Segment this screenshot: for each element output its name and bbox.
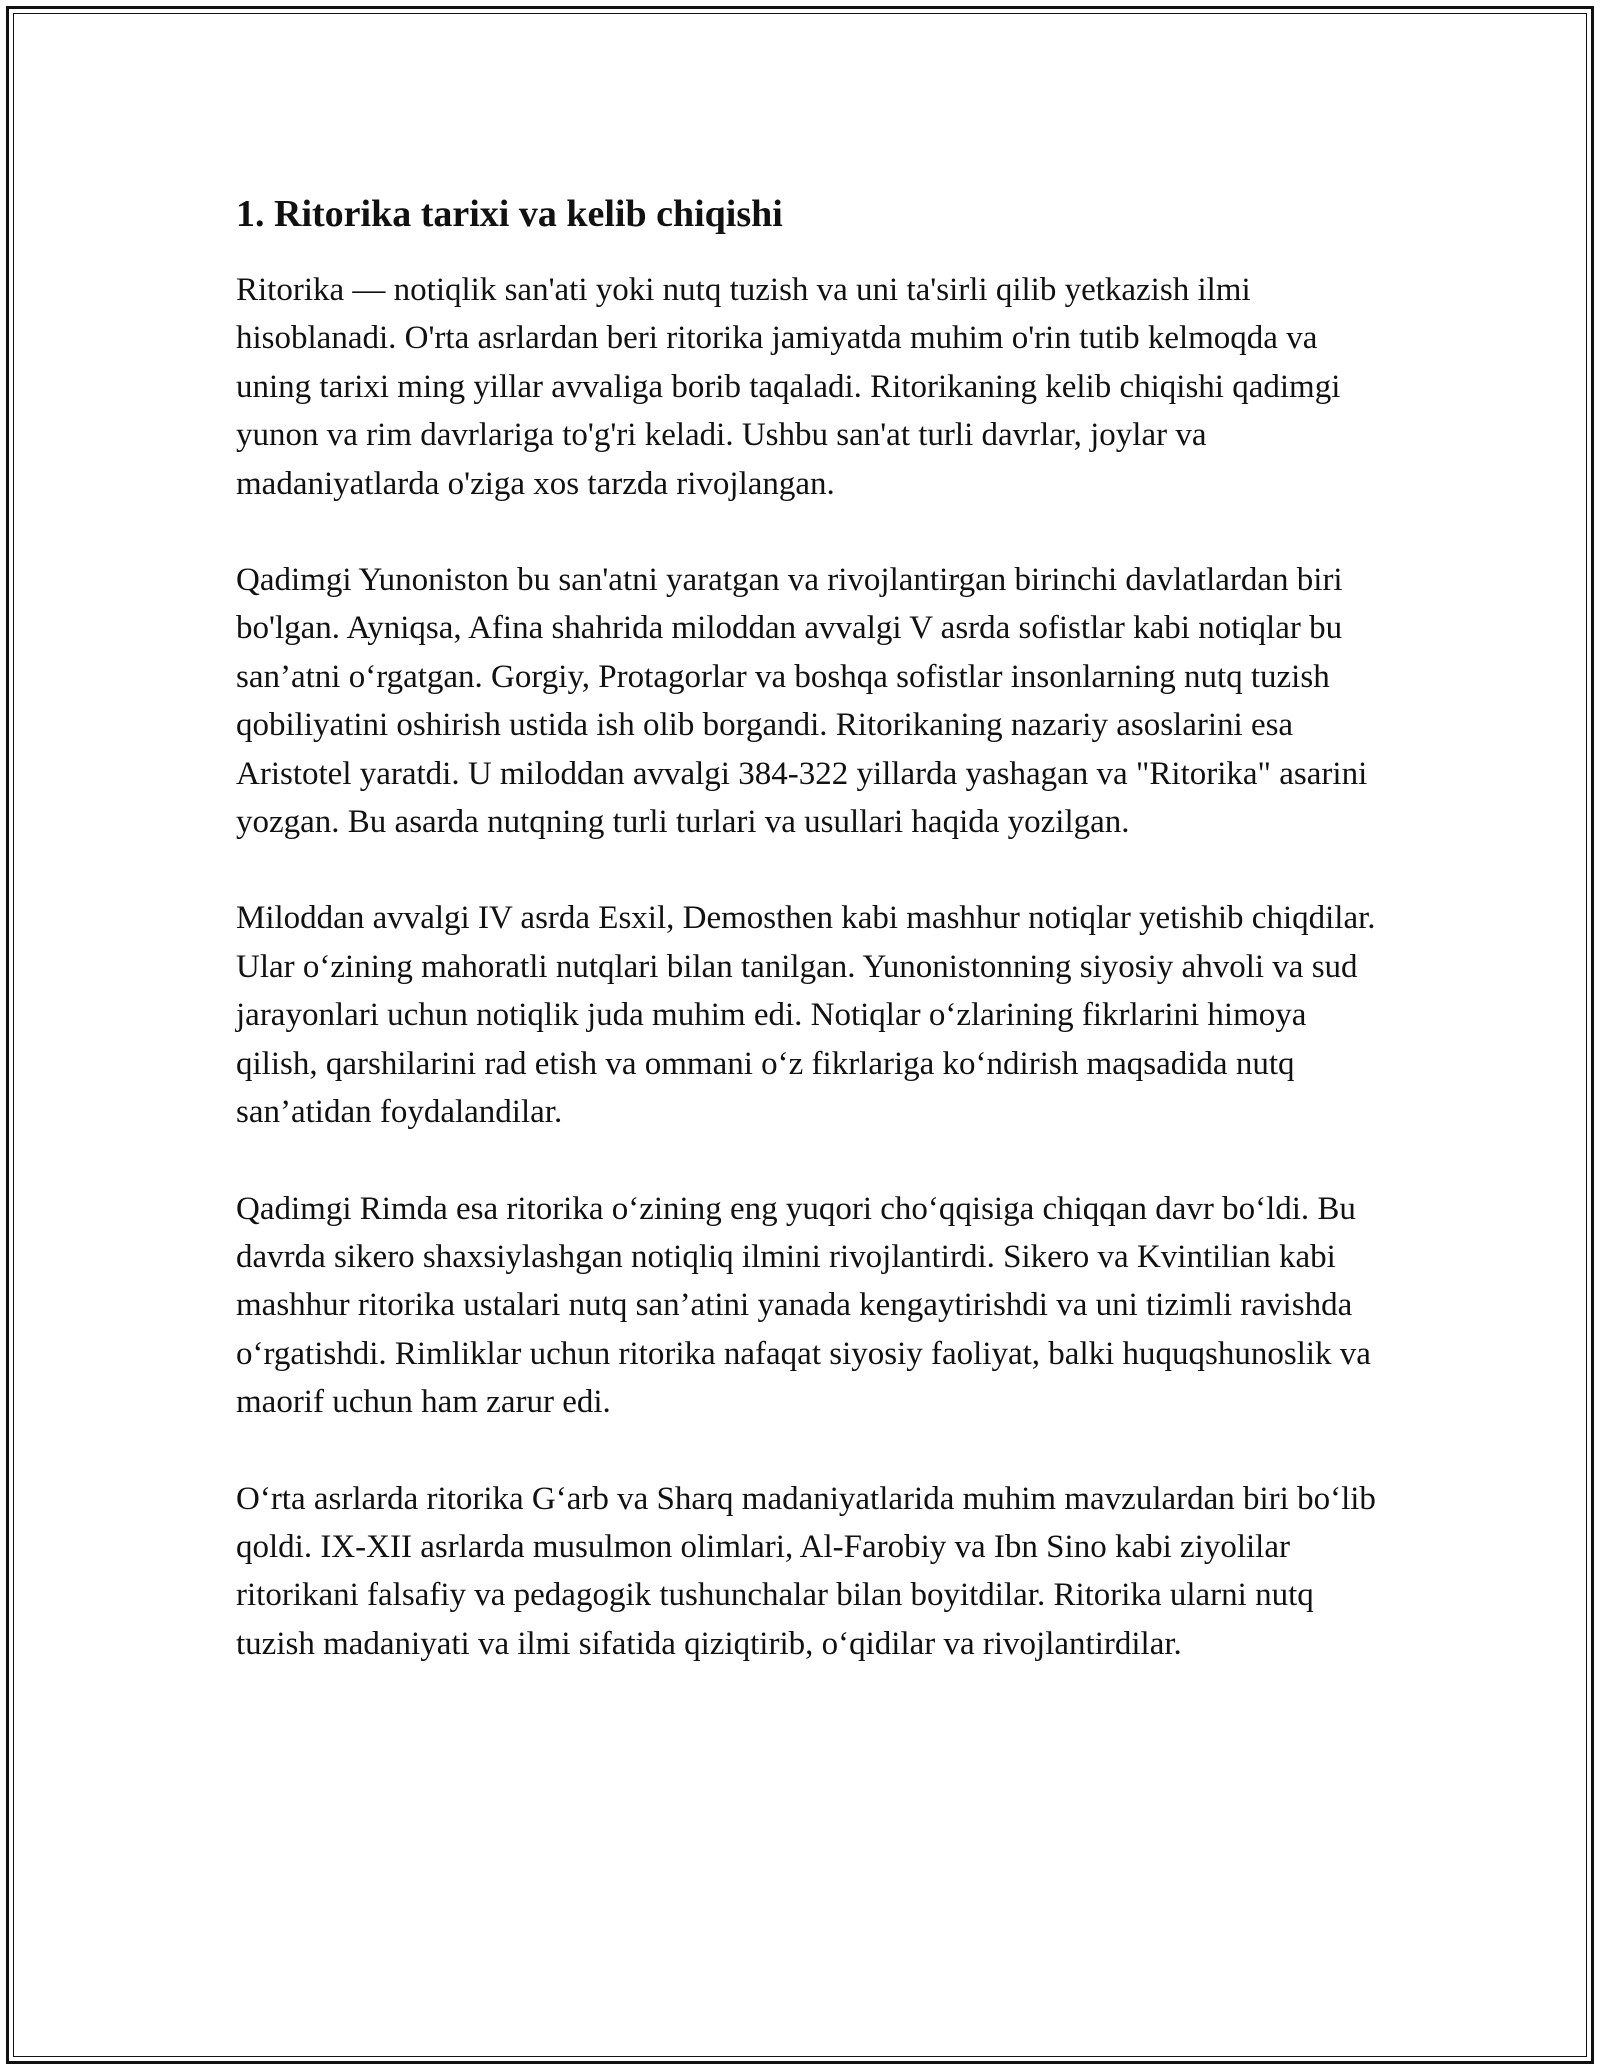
paragraph-1: Ritorika — notiqlik san'ati yoki nutq tuzish va uni ta'sirli qilib yetkazish ilmi hisoblanadi. O'rta asrlardan beri ritorika jamiyatda muhim o'rin tutib kelmoqda va uning tarixi ming yillar avvaliga borib taqaladi. Ritorikaning kelib chiqishi qadimgi yunon va rim davrlariga to'g'ri keladi. Ushbu san'at turli davrlar, joylar va madaniyatlarda o'ziga xos tarzda rivojlangan. [236,272,1341,502]
paragraph-5: O‘rta asrlarda ritorika G‘arb va Sharq madaniyatlarida muhim mavzulardan biri bo‘lib qoldi. IX-XII asrlarda musulmon olimlari, Al-Farobiy va Ibn Sino kabi ziyolilar ritorikani falsafiy va pedagogik tushunchalar bilan boyitdilar. Ritorika ularni nutq tuzish madaniyati va ilmi sifatida qiziqtirib, o‘qidilar va rivojlantirdilar. [236,1480,1376,1662]
paragraph-4: Qadimgi Rimda esa ritorika o‘zining eng yuqori cho‘qqisiga chiqqan davr bo‘ldi. Bu davrda sikero shaxsiylashgan notiqliq ilmini rivojlantirdi. Sikero va Kvintilian kabi mashhur ritorika ustalari nutq san’atini yanada kengaytirishdi va uni tizimli ravishda o‘rgatishdi. Rimliklar uchun ritorika nafaqat siyosiy faoliyat, balki huquqshunoslik va maorif uchun ham zarur edi. [236,1190,1371,1421]
paragraph-2: Qadimgi Yunoniston bu san'atni yaratgan va rivojlantirgan birinchi davlatlardan biri bo'lgan. Ayniqsa, Afina shahrida miloddan avvalgi V asrda sofistlar kabi notiqlar bu san’atni o‘rgatgan. Gorgiy, Protagorlar va boshqa sofistlar insonlarning nutq tuzish qobiliyatini oshirish ustida ish olib borgandi. Ritorikaning nazariy asoslarini esa Aristotel yaratdi. U miloddan avvalgi 384-322 yillarda yashagan va "Ritorika" asarini yozgan. Bu asarda nutqning turli turlari va usullari haqida yozilgan. [236,562,1368,841]
section-heading: 1. Ritorika tarixi va kelib chiqishi [236,193,783,235]
document-body [236,188,1376,1716]
paragraph-3: Miloddan avvalgi IV asrda Esxil, Demosthen kabi mashhur notiqlar yetishib chiqdilar. Ular o‘zining mahoratli nutqlari bilan tanilgan. Yunonistonning siyosiy ahvoli va sud jarayonlari uchun notiqlik juda muhim edi. Notiqlar o‘zlarining fikrlarini himoya qilish, qarshilarini rad etish va ommani o‘z fikrlariga ko‘ndirish maqsadida nutq san’atidan foydalandilar. [236,900,1376,1131]
